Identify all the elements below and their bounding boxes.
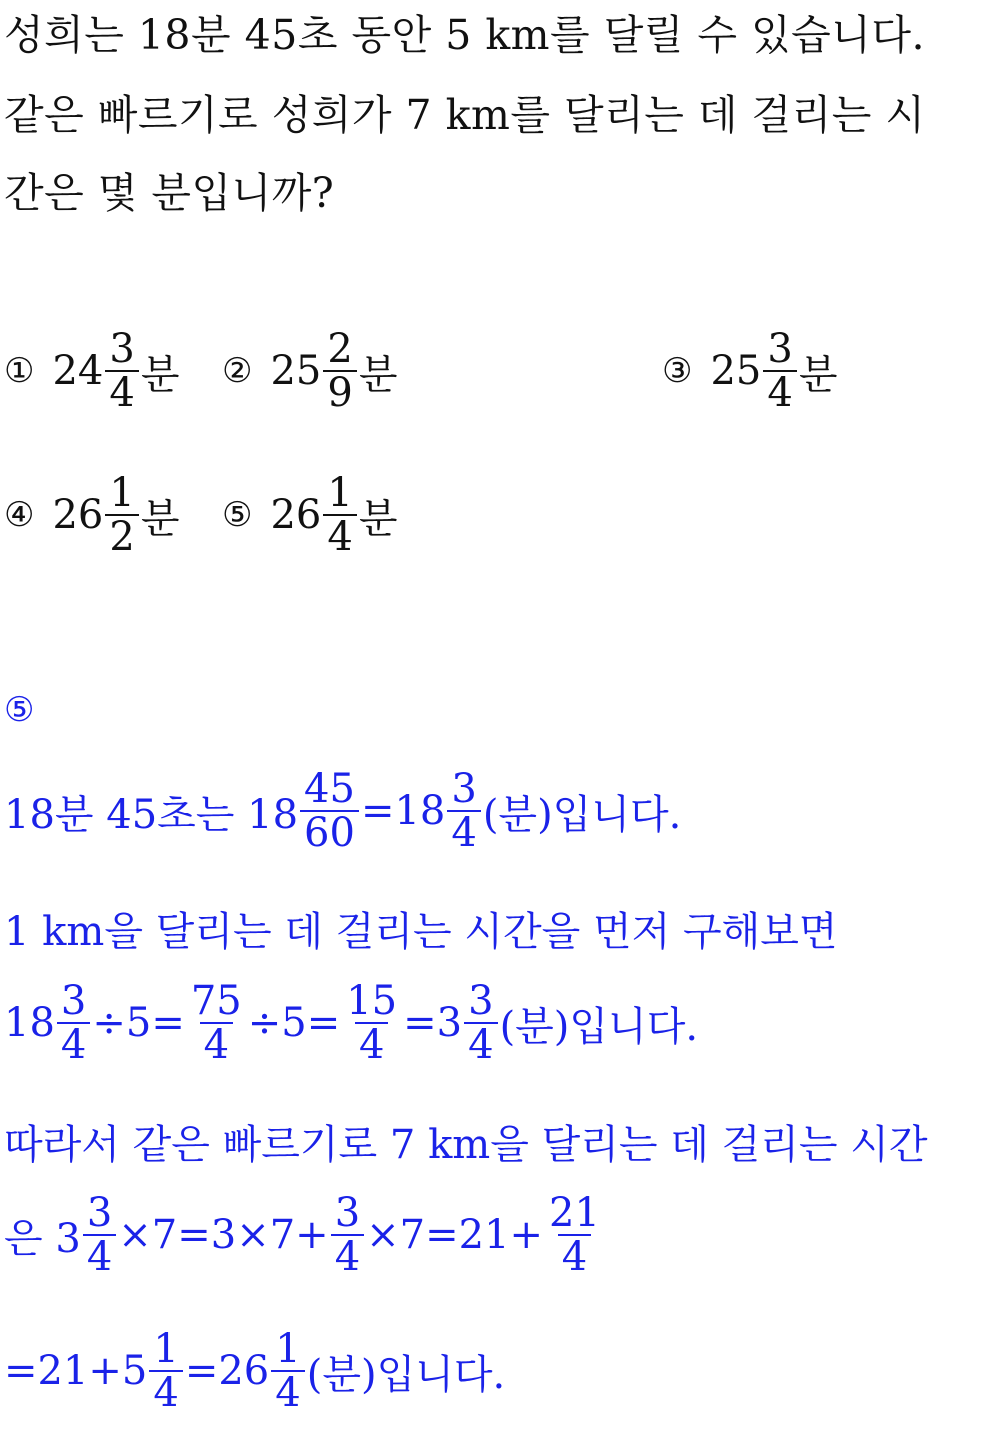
fraction: $\frac{1}{4}$ — [149, 1328, 182, 1414]
choice-unit: 분 — [798, 351, 838, 398]
choice-marker: ② — [222, 351, 253, 391]
choice-fraction: $\frac{3}{4}$ — [763, 328, 796, 414]
answer-marker: ⑤ — [4, 690, 35, 730]
choice-fraction: $\frac{1}{2}$ — [105, 472, 138, 558]
question-line-3: 간은 몇 분입니까? — [4, 169, 335, 217]
choice-whole: 26 — [270, 492, 322, 538]
solution-line-1: 18분 45초는 18 $\frac{45}{60}$ =18 $\frac{3}{4}$ (분)입니다. — [4, 766, 682, 856]
fraction: $\frac{75}{4}$ — [190, 978, 242, 1068]
choice-unit: 분 — [358, 351, 398, 398]
choice-fraction: $\frac{1}{4}$ — [323, 472, 356, 558]
choice-whole: 26 — [52, 492, 104, 538]
choice-4[interactable] — [4, 472, 179, 558]
solution-line-5: 은 3 $\frac{3}{4}$ ×7=3×7+ $\frac{3}{4}$ ×7=21+ $\frac{21}{4}$ — [4, 1192, 606, 1278]
choice-whole: 25 — [710, 348, 762, 394]
choice-fraction: $\frac{3}{4}$ — [105, 328, 138, 414]
solution-line-2: 1 km을 달리는 데 걸리는 시간을 먼저 구해보면 — [4, 909, 838, 955]
fraction: $\frac{15}{4}$ — [346, 978, 398, 1068]
choice-unit: 분 — [358, 495, 398, 542]
choice-marker: ③ — [662, 351, 693, 391]
question-line-1: 성희는 18분 45초 동안 5 km를 달릴 수 있습니다. — [4, 11, 926, 59]
solution-line-6: =21+5 $\frac{1}{4}$ =26 $\frac{1}{4}$ (분)입니다. — [4, 1326, 506, 1416]
choice-2[interactable] — [222, 328, 397, 414]
fraction: $\frac{3}{4}$ — [57, 980, 90, 1066]
solution-line-4: 따라서 같은 빠르기로 7 km을 달리는 데 걸리는 시간 — [4, 1122, 928, 1168]
choice-unit: 분 — [140, 495, 180, 542]
choice-marker: ⑤ — [222, 495, 253, 535]
choice-unit: 분 — [140, 351, 180, 398]
fraction: $\frac{1}{4}$ — [271, 1328, 304, 1414]
fraction: $\frac{3}{4}$ — [447, 768, 480, 854]
choice-marker: ① — [4, 351, 35, 391]
fraction: $\frac{3}{4}$ — [331, 1192, 364, 1278]
choice-1[interactable] — [4, 328, 179, 414]
solution-line-3: 18 $\frac{3}{4}$ ÷5= $\frac{75}{4}$ ÷5= $\frac{15}{4}$ =3 $\frac{3}{4}$ (분)입니다. — [4, 978, 699, 1068]
choice-5[interactable] — [222, 472, 397, 558]
choice-3[interactable] — [662, 328, 837, 414]
choice-whole: 24 — [52, 348, 104, 394]
fraction: $\frac{3}{4}$ — [464, 980, 497, 1066]
question-line-2: 같은 빠르기로 성희가 7 km를 달리는 데 걸리는 시 — [4, 91, 926, 139]
choice-fraction: $\frac{2}{9}$ — [323, 328, 356, 414]
choice-whole: 25 — [270, 348, 322, 394]
fraction: $\frac{21}{4}$ — [549, 1190, 600, 1280]
fraction: $\frac{45}{60}$ — [300, 768, 359, 854]
choice-marker: ④ — [4, 495, 35, 535]
fraction: $\frac{3}{4}$ — [83, 1192, 116, 1278]
